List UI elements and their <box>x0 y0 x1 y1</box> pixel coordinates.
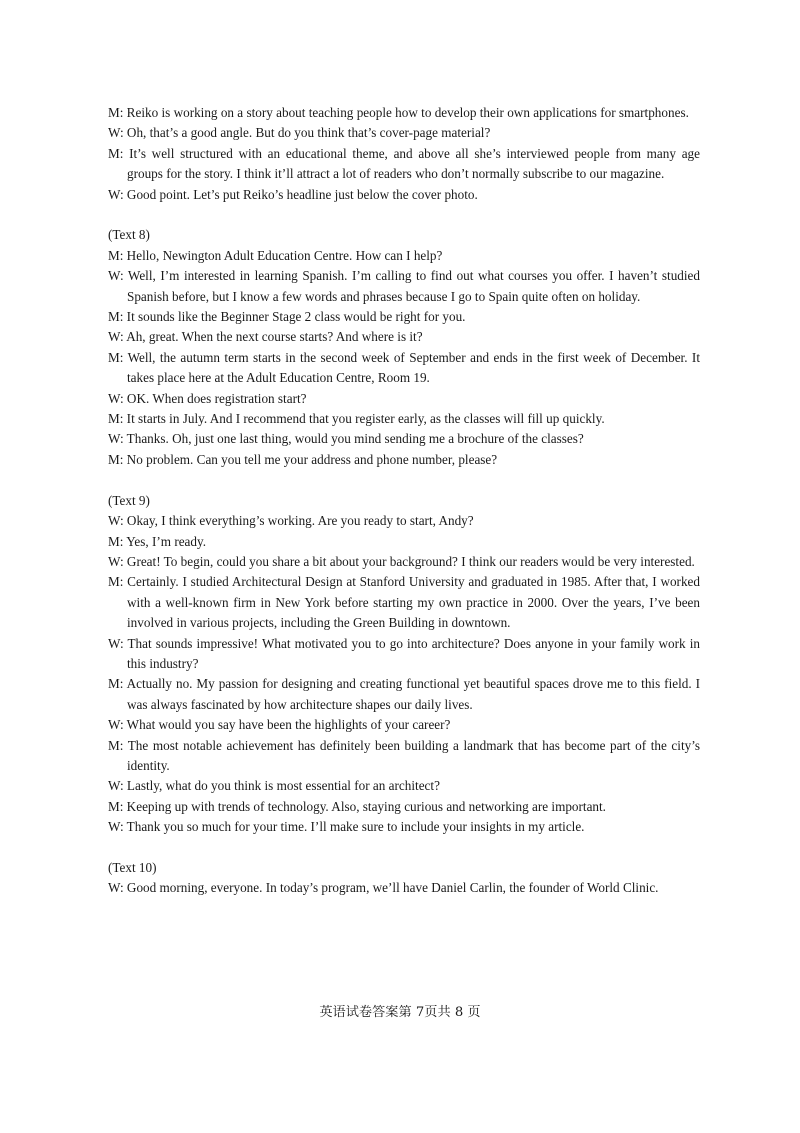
dialogue-line: M: It starts in July. And I recommend that you register early, as the classes will fill up quickly. <box>108 411 605 427</box>
dialogue-line: M: Well, the autumn term starts in the second week of September and ends in the first week of December. It takes place here at the Adult Education Centre, Room 19. <box>108 349 700 386</box>
dialogue-line: W: Okay, I think everything’s working. Are you ready to start, Andy? <box>108 513 474 529</box>
dialogue-line: M: Certainly. I studied Architectural Design at Stanford University and graduated in 1985. After that, I worked with a well-known firm in New York before starting my own practice in 2000. Over the years, I’ve been involved in various projects, including the Green Building in downtown. <box>108 574 700 631</box>
dialogue-line: W: Great! To begin, could you share a bit about your background? I think our readers would be very interested. <box>108 553 695 569</box>
section-gap <box>108 470 700 490</box>
section-gap <box>108 838 700 858</box>
section-gap <box>108 205 700 225</box>
dialogue-line: W: Well, I’m interested in learning Spanish. I’m calling to find out what courses you offer. I haven’t studied Spanish before, but I know a few words and phrases because I go to Spain quite often on holiday. <box>108 268 700 304</box>
dialogue-line: M: Keeping up with trends of technology. Also, staying curious and networking are important. <box>108 798 606 814</box>
dialogue-line: W: Thanks. Oh, just one last thing, would you mind sending me a brochure of the classes? <box>108 431 584 447</box>
dialogue-line: W: Good point. Let’s put Reiko’s headline just below the cover photo. <box>108 186 478 202</box>
text7-section <box>108 103 700 205</box>
dialogue-line: W: That sounds impressive! What motivated you to go into architecture? Does anyone in your family work in this industry? <box>108 635 700 671</box>
dialogue-line: M: Reiko is working on a story about teaching people how to develop their own applications for smartphones. <box>108 105 689 120</box>
dialogue-line: W: Ah, great. When the next course starts? And where is it? <box>108 329 423 345</box>
dialogue-line: M: Yes, I’m ready. <box>108 533 207 549</box>
section-heading: (Text 9) <box>108 492 150 508</box>
dialogue-line: M: Hello, Newington Adult Education Centre. How can I help? <box>108 247 443 263</box>
page-footer: 英语试卷答案第 7页共 8 页 <box>319 1005 481 1020</box>
dialogue-line: W: Thank you so much for your time. I’ll make sure to include your insights in my article. <box>108 819 585 835</box>
dialogue-line: M: It sounds like the Beginner Stage 2 class would be right for you. <box>108 309 466 325</box>
dialogue-line: M: It’s well structured with an educational theme, and above all she’s interviewed people from many age groups for the story. I think it’ll attract a lot of readers who don’t normally subscribe to our magazine. <box>108 145 700 182</box>
dialogue-line: W: OK. When does registration start? <box>108 390 307 406</box>
section-heading: (Text 8) <box>108 227 150 243</box>
text8-section <box>108 225 700 470</box>
dialogue-line: W: Good morning, everyone. In today’s program, we’ll have Daniel Carlin, the founder of World Clinic. <box>108 880 659 896</box>
text10-section <box>108 858 700 899</box>
dialogue-line: W: What would you say have been the highlights of your career? <box>108 717 451 733</box>
dialogue-line: M: Actually no. My passion for designing and creating functional yet beautiful spaces drove me to this field. I was always fascinated by how architecture shapes our daily lives. <box>108 676 700 712</box>
dialogue-line: M: No problem. Can you tell me your address and phone number, please? <box>108 451 498 467</box>
dialogue-line: W: Lastly, what do you think is most essential for an architect? <box>108 778 440 794</box>
dialogue-line: M: The most notable achievement has definitely been building a landmark that has become part of the city’s identity. <box>108 737 700 773</box>
document-body <box>108 103 700 899</box>
text9-section <box>108 491 700 838</box>
section-heading: (Text 10) <box>108 859 157 875</box>
dialogue-line: W: Oh, that’s a good angle. But do you think that’s cover-page material? <box>108 125 491 141</box>
